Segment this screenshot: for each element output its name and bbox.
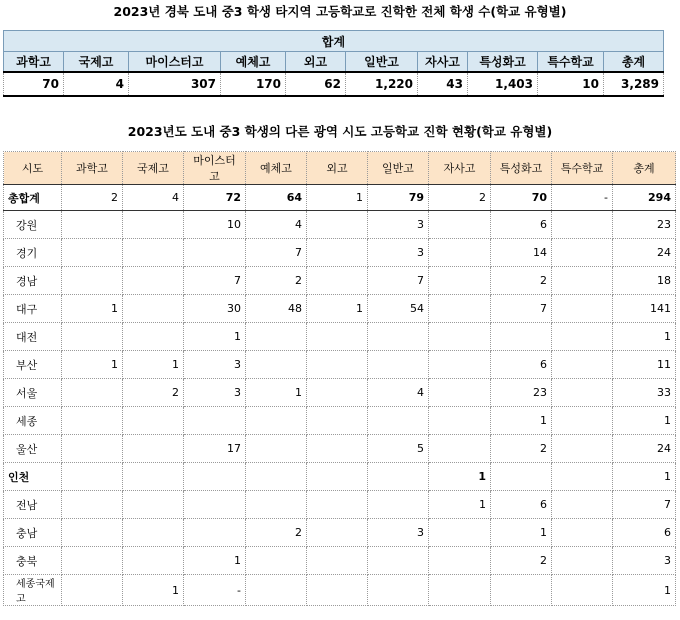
detail-value-cell <box>429 351 491 379</box>
detail-value-cell <box>552 407 613 435</box>
region-cell: 충남 <box>4 519 62 547</box>
detail-value-cell <box>552 547 613 575</box>
region-cell: 총합계 <box>4 185 62 211</box>
detail-value-cell: 3 <box>368 519 429 547</box>
detail-value-cell: 1 <box>62 351 123 379</box>
detail-value-cell <box>491 463 552 491</box>
detail-value-cell <box>307 379 368 407</box>
detail-value-cell: 24 <box>613 435 676 463</box>
detail-value-cell: 24 <box>613 239 676 267</box>
summary-header-cell: 마이스터고 <box>129 52 221 73</box>
detail-value-cell: 7 <box>368 267 429 295</box>
detail-value-cell: 1 <box>123 351 184 379</box>
detail-value-cell: 10 <box>184 211 246 239</box>
detail-value-cell: 1 <box>491 407 552 435</box>
detail-value-cell <box>184 239 246 267</box>
summary-value-cell: 3,289 <box>604 72 664 96</box>
detail-value-cell <box>123 435 184 463</box>
detail-value-cell: 6 <box>491 211 552 239</box>
detail-header-cell: 국제고 <box>123 152 184 185</box>
detail-value-cell: 1 <box>613 323 676 351</box>
detail-value-cell: 1 <box>613 463 676 491</box>
detail-value-cell: 2 <box>429 185 491 211</box>
detail-value-cell: 2 <box>246 267 307 295</box>
table-row <box>4 575 676 606</box>
detail-value-cell <box>307 239 368 267</box>
detail-value-cell <box>62 239 123 267</box>
detail-value-cell: 7 <box>246 239 307 267</box>
detail-value-cell: 6 <box>491 351 552 379</box>
detail-value-cell <box>429 575 491 606</box>
detail-value-cell: 1 <box>184 547 246 575</box>
detail-value-cell: 3 <box>184 379 246 407</box>
region-cell: 서울 <box>4 379 62 407</box>
detail-value-cell <box>307 519 368 547</box>
detail-value-cell: 2 <box>491 435 552 463</box>
detail-value-cell <box>62 435 123 463</box>
detail-value-cell <box>62 211 123 239</box>
detail-value-cell: 1 <box>429 491 491 519</box>
detail-value-cell <box>368 463 429 491</box>
detail-value-cell <box>123 519 184 547</box>
detail-value-cell: 1 <box>613 575 676 606</box>
detail-value-cell: 141 <box>613 295 676 323</box>
detail-value-cell: 1 <box>613 407 676 435</box>
detail-value-cell <box>552 463 613 491</box>
detail-value-cell: 48 <box>246 295 307 323</box>
summary-header-cell: 특수학교 <box>538 52 604 73</box>
detail-value-cell: 64 <box>246 185 307 211</box>
detail-value-cell: 7 <box>613 491 676 519</box>
detail-value-cell <box>62 575 123 606</box>
detail-value-cell <box>552 575 613 606</box>
detail-value-cell: 2 <box>491 267 552 295</box>
detail-value-cell <box>62 267 123 295</box>
table-row <box>4 267 676 295</box>
region-cell: 전남 <box>4 491 62 519</box>
detail-value-cell <box>123 267 184 295</box>
detail-value-cell: 6 <box>613 519 676 547</box>
detail-value-cell <box>123 463 184 491</box>
region-cell: 대전 <box>4 323 62 351</box>
detail-value-cell: 1 <box>307 295 368 323</box>
detail-value-cell <box>491 323 552 351</box>
detail-value-cell <box>246 435 307 463</box>
detail-value-cell <box>552 351 613 379</box>
detail-value-cell: 1 <box>62 295 123 323</box>
detail-value-cell <box>307 211 368 239</box>
summary-header-cell: 특성화고 <box>468 52 538 73</box>
table-row <box>4 547 676 575</box>
detail-value-cell <box>368 407 429 435</box>
region-cell: 경기 <box>4 239 62 267</box>
detail-value-cell: 33 <box>613 379 676 407</box>
detail-total-row <box>4 185 676 211</box>
detail-value-cell <box>368 575 429 606</box>
table-row <box>4 519 676 547</box>
detail-value-cell: 3 <box>368 211 429 239</box>
detail-header-cell: 일반고 <box>368 152 429 185</box>
detail-value-cell <box>123 323 184 351</box>
detail-value-cell: 23 <box>613 211 676 239</box>
detail-value-cell: 2 <box>123 379 184 407</box>
detail-value-cell: 7 <box>491 295 552 323</box>
detail-value-cell: 1 <box>246 379 307 407</box>
detail-value-cell <box>184 519 246 547</box>
detail-value-cell: 79 <box>368 185 429 211</box>
table-row <box>4 491 676 519</box>
detail-value-cell: 3 <box>184 351 246 379</box>
detail-value-cell <box>246 463 307 491</box>
detail-value-cell <box>123 239 184 267</box>
region-cell: 충북 <box>4 547 62 575</box>
detail-header-cell: 과학고 <box>62 152 123 185</box>
detail-value-cell: 1 <box>429 463 491 491</box>
region-cell: 울산 <box>4 435 62 463</box>
detail-value-cell <box>429 239 491 267</box>
detail-value-cell <box>62 379 123 407</box>
detail-value-cell <box>307 491 368 519</box>
detail-header-cell: 시도 <box>4 152 62 185</box>
detail-value-cell: 2 <box>62 185 123 211</box>
detail-value-cell <box>184 491 246 519</box>
detail-value-cell: 2 <box>491 547 552 575</box>
detail-value-cell <box>307 575 368 606</box>
detail-value-cell <box>62 547 123 575</box>
detail-value-cell <box>552 211 613 239</box>
summary-header-cell: 자사고 <box>418 52 468 73</box>
detail-value-cell: 2 <box>246 519 307 547</box>
region-cell: 인천 <box>4 463 62 491</box>
detail-header-cell: 마이스터고 <box>184 152 246 185</box>
summary-value-cell: 62 <box>286 72 346 96</box>
table-row <box>4 407 676 435</box>
detail-value-cell <box>246 323 307 351</box>
detail-value-cell <box>307 407 368 435</box>
detail-value-cell <box>123 295 184 323</box>
table-row <box>4 295 676 323</box>
detail-value-cell: 70 <box>491 185 552 211</box>
detail-value-cell: 4 <box>368 379 429 407</box>
summary-value-cell: 10 <box>538 72 604 96</box>
summary-header-cell: 예체고 <box>221 52 286 73</box>
detail-value-cell <box>307 463 368 491</box>
summary-total-label: 합계 <box>4 31 664 52</box>
detail-value-cell: 11 <box>613 351 676 379</box>
region-cell: 강원 <box>4 211 62 239</box>
detail-value-cell <box>307 435 368 463</box>
detail-value-cell: 18 <box>613 267 676 295</box>
summary-title: 2023년 경북 도내 중3 학생 타지역 고등학교로 진학한 전체 학생 수(학교 유형별) <box>113 4 567 19</box>
detail-value-cell <box>62 491 123 519</box>
detail-value-cell <box>429 519 491 547</box>
detail-value-cell <box>368 323 429 351</box>
summary-value-cell: 43 <box>418 72 468 96</box>
detail-value-cell <box>552 435 613 463</box>
detail-value-cell: 3 <box>368 239 429 267</box>
detail-value-cell: 7 <box>184 267 246 295</box>
detail-value-cell: 5 <box>368 435 429 463</box>
detail-value-cell: - <box>552 185 613 211</box>
detail-value-cell: 17 <box>184 435 246 463</box>
table-row <box>4 239 676 267</box>
table-row <box>4 379 676 407</box>
table-row <box>4 463 676 491</box>
table-row <box>4 211 676 239</box>
detail-value-cell: 54 <box>368 295 429 323</box>
detail-value-cell: 3 <box>613 547 676 575</box>
region-cell: 대구 <box>4 295 62 323</box>
detail-value-cell <box>368 351 429 379</box>
detail-header-row <box>4 152 676 185</box>
detail-header-cell: 특성화고 <box>491 152 552 185</box>
detail-value-cell <box>307 547 368 575</box>
table-row <box>4 435 676 463</box>
summary-header-cell: 일반고 <box>346 52 418 73</box>
summary-header-cell: 과학고 <box>4 52 64 73</box>
region-cell: 세종국제고 <box>4 575 62 606</box>
detail-value-cell <box>246 547 307 575</box>
detail-value-cell <box>552 519 613 547</box>
summary-value-cell: 70 <box>4 72 64 96</box>
table-row <box>4 323 676 351</box>
detail-value-cell <box>552 239 613 267</box>
region-cell: 세종 <box>4 407 62 435</box>
detail-value-cell: 1 <box>307 185 368 211</box>
detail-value-cell <box>491 575 552 606</box>
detail-header-cell: 총계 <box>613 152 676 185</box>
detail-value-cell: 1 <box>123 575 184 606</box>
summary-value-cell: 4 <box>64 72 129 96</box>
summary-value-cell: 1,403 <box>468 72 538 96</box>
detail-value-cell <box>246 351 307 379</box>
detail-header-cell: 자사고 <box>429 152 491 185</box>
region-cell: 경남 <box>4 267 62 295</box>
detail-table <box>3 151 676 606</box>
detail-value-cell <box>123 491 184 519</box>
detail-value-cell: 14 <box>491 239 552 267</box>
summary-value-cell: 307 <box>129 72 221 96</box>
summary-table <box>3 30 664 97</box>
detail-value-cell: 1 <box>184 323 246 351</box>
detail-header-cell: 외고 <box>307 152 368 185</box>
detail-value-cell <box>246 407 307 435</box>
detail-value-cell <box>552 491 613 519</box>
detail-value-cell <box>184 463 246 491</box>
detail-value-cell <box>62 463 123 491</box>
detail-value-cell <box>552 323 613 351</box>
summary-value-cell: 170 <box>221 72 286 96</box>
detail-value-cell <box>552 267 613 295</box>
detail-value-cell: 6 <box>491 491 552 519</box>
detail-value-cell <box>123 211 184 239</box>
detail-value-cell <box>307 267 368 295</box>
detail-value-cell <box>552 295 613 323</box>
summary-header-cell: 국제고 <box>64 52 129 73</box>
detail-value-cell <box>123 547 184 575</box>
detail-value-cell <box>184 407 246 435</box>
detail-value-cell: 4 <box>123 185 184 211</box>
summary-header-cell: 총계 <box>604 52 664 73</box>
detail-header-cell: 특수학교 <box>552 152 613 185</box>
detail-value-cell <box>307 323 368 351</box>
detail-value-cell <box>307 351 368 379</box>
detail-value-cell <box>123 407 184 435</box>
detail-header-cell: 예체고 <box>246 152 307 185</box>
detail-value-cell: 30 <box>184 295 246 323</box>
detail-value-cell <box>246 491 307 519</box>
detail-value-cell <box>429 295 491 323</box>
region-cell: 부산 <box>4 351 62 379</box>
detail-value-cell <box>368 491 429 519</box>
table-row <box>4 351 676 379</box>
detail-value-cell: 294 <box>613 185 676 211</box>
detail-value-cell <box>246 575 307 606</box>
detail-value-cell: - <box>184 575 246 606</box>
detail-value-cell <box>429 211 491 239</box>
detail-value-cell: 4 <box>246 211 307 239</box>
detail-title: 2023년도 도내 중3 학생의 다른 광역 시도 고등학교 진학 현황(학교 유형별) <box>127 124 553 139</box>
detail-value-cell <box>368 547 429 575</box>
detail-value-cell: 1 <box>491 519 552 547</box>
detail-value-cell <box>429 323 491 351</box>
detail-value-cell <box>429 379 491 407</box>
detail-value-cell <box>62 323 123 351</box>
detail-value-cell <box>429 267 491 295</box>
detail-value-cell <box>62 407 123 435</box>
detail-value-cell <box>429 547 491 575</box>
summary-value-cell: 1,220 <box>346 72 418 96</box>
summary-header-cell: 외고 <box>286 52 346 73</box>
detail-value-cell <box>62 519 123 547</box>
detail-value-cell: 72 <box>184 185 246 211</box>
detail-value-cell: 23 <box>491 379 552 407</box>
detail-value-cell <box>429 407 491 435</box>
detail-value-cell <box>552 379 613 407</box>
detail-value-cell <box>429 435 491 463</box>
